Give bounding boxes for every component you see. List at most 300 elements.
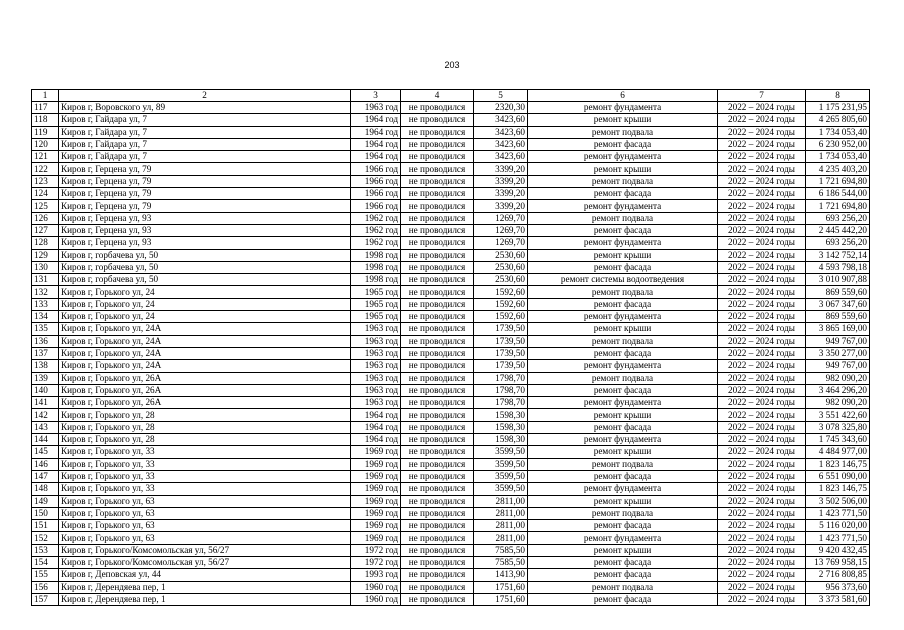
cell-row-number: 133 [32,298,59,310]
cell-repair-period: 2022 – 2024 годы [718,163,806,175]
cell-address: Киров г, Горького ул, 24А [59,347,351,359]
cell-address: Киров г, Горького ул, 24А [59,335,351,347]
cell-repair-type: ремонт крыши [528,163,718,175]
cell-repair-type: ремонт фасада [528,593,718,605]
cell-repair-period: 2022 – 2024 годы [718,421,806,433]
cell-last-repair: не проводился [401,458,474,470]
cell-area: 3599,50 [474,483,528,495]
cell-cost: 3 142 752,14 [806,249,870,261]
cell-cost: 3 010 907,88 [806,274,870,286]
cell-construction-year: 1966 год [351,200,401,212]
cell-construction-year: 1998 год [351,261,401,273]
cell-last-repair: не проводился [401,556,474,568]
table-row [32,126,870,138]
cell-cost: 3 464 296,20 [806,384,870,396]
cell-address: Киров г, Гайдара ул, 7 [59,114,351,126]
cell-construction-year: 1969 год [351,495,401,507]
table-row [32,335,870,347]
cell-area: 1751,60 [474,581,528,593]
cell-cost: 3 067 347,60 [806,298,870,310]
cell-cost: 13 769 958,15 [806,556,870,568]
cell-repair-type: ремонт крыши [528,544,718,556]
cell-row-number: 134 [32,311,59,323]
cell-last-repair: не проводился [401,544,474,556]
cell-repair-period: 2022 – 2024 годы [718,409,806,421]
cell-repair-period: 2022 – 2024 годы [718,446,806,458]
cell-cost: 2 716 808,85 [806,569,870,581]
cell-address: Киров г, Горького ул, 28 [59,421,351,433]
table-row [32,102,870,114]
cell-cost: 982 090,20 [806,397,870,409]
cell-row-number: 157 [32,593,59,605]
repair-schedule-table [31,89,870,606]
cell-row-number: 143 [32,421,59,433]
cell-area: 1739,50 [474,360,528,372]
cell-cost: 1 175 231,95 [806,102,870,114]
cell-area: 2811,00 [474,520,528,532]
table-row [32,138,870,150]
cell-cost: 949 767,00 [806,360,870,372]
cell-cost: 3 373 581,60 [806,593,870,605]
table-row [32,237,870,249]
cell-repair-type: ремонт подвала [528,126,718,138]
column-header: 5 [474,90,528,102]
cell-repair-period: 2022 – 2024 годы [718,593,806,605]
cell-area: 2811,00 [474,495,528,507]
cell-address: Киров г, Герцена ул, 93 [59,237,351,249]
cell-row-number: 120 [32,138,59,150]
cell-construction-year: 1962 год [351,237,401,249]
cell-cost: 4 484 977,00 [806,446,870,458]
cell-construction-year: 1964 год [351,126,401,138]
cell-last-repair: не проводился [401,188,474,200]
cell-area: 3399,20 [474,175,528,187]
cell-construction-year: 1963 год [351,372,401,384]
cell-construction-year: 1993 год [351,569,401,581]
cell-construction-year: 1960 год [351,581,401,593]
table-row [32,151,870,163]
cell-last-repair: не проводился [401,507,474,519]
cell-construction-year: 1965 год [351,298,401,310]
cell-address: Киров г, Горького ул, 33 [59,446,351,458]
cell-last-repair: не проводился [401,323,474,335]
cell-repair-period: 2022 – 2024 годы [718,249,806,261]
cell-row-number: 131 [32,274,59,286]
cell-construction-year: 1966 год [351,163,401,175]
cell-repair-type: ремонт фасада [528,569,718,581]
cell-repair-type: ремонт фасада [528,188,718,200]
table-row [32,581,870,593]
table-row [32,347,870,359]
cell-cost: 1 721 694,80 [806,200,870,212]
cell-area: 1413,90 [474,569,528,581]
cell-last-repair: не проводился [401,224,474,236]
table-row [32,311,870,323]
table-row [32,323,870,335]
cell-area: 3599,50 [474,446,528,458]
cell-row-number: 146 [32,458,59,470]
cell-row-number: 125 [32,200,59,212]
cell-row-number: 144 [32,434,59,446]
cell-repair-period: 2022 – 2024 годы [718,335,806,347]
table-row [32,163,870,175]
table-row [32,212,870,224]
cell-area: 1798,70 [474,372,528,384]
cell-row-number: 142 [32,409,59,421]
cell-cost: 693 256,20 [806,212,870,224]
cell-address: Киров г, Горького ул, 24 [59,311,351,323]
table-row [32,458,870,470]
cell-cost: 4 265 805,60 [806,114,870,126]
table-row [32,249,870,261]
cell-repair-period: 2022 – 2024 годы [718,360,806,372]
cell-row-number: 124 [32,188,59,200]
cell-address: Киров г, горбачева ул, 50 [59,274,351,286]
cell-repair-period: 2022 – 2024 годы [718,495,806,507]
cell-construction-year: 1969 год [351,532,401,544]
table-row [32,556,870,568]
cell-repair-type: ремонт крыши [528,323,718,335]
table-row [32,360,870,372]
table-row [32,434,870,446]
cell-repair-type: ремонт фасада [528,347,718,359]
cell-last-repair: не проводился [401,495,474,507]
cell-cost: 949 767,00 [806,335,870,347]
cell-construction-year: 1964 год [351,434,401,446]
cell-address: Киров г, Горького ул, 24А [59,360,351,372]
cell-row-number: 154 [32,556,59,568]
table-row [32,286,870,298]
cell-repair-type: ремонт крыши [528,114,718,126]
table-row [32,397,870,409]
cell-cost: 5 116 020,00 [806,520,870,532]
cell-area: 2530,60 [474,249,528,261]
cell-cost: 1 734 053,40 [806,151,870,163]
table-row [32,200,870,212]
cell-area: 7585,50 [474,556,528,568]
cell-cost: 1 745 343,60 [806,434,870,446]
cell-row-number: 140 [32,384,59,396]
cell-cost: 956 373,60 [806,581,870,593]
cell-area: 3423,60 [474,126,528,138]
cell-area: 1739,50 [474,335,528,347]
cell-cost: 3 502 506,00 [806,495,870,507]
cell-row-number: 118 [32,114,59,126]
cell-last-repair: не проводился [401,200,474,212]
cell-last-repair: не проводился [401,360,474,372]
cell-repair-period: 2022 – 2024 годы [718,397,806,409]
cell-address: Киров г, Горького ул, 63 [59,532,351,544]
table-row [32,384,870,396]
cell-construction-year: 1962 год [351,224,401,236]
cell-construction-year: 1964 год [351,409,401,421]
cell-row-number: 153 [32,544,59,556]
cell-last-repair: не проводился [401,593,474,605]
table-row [32,495,870,507]
cell-row-number: 130 [32,261,59,273]
table-row [32,507,870,519]
cell-address: Киров г, Деповская ул, 44 [59,569,351,581]
cell-area: 1269,70 [474,237,528,249]
cell-construction-year: 1972 год [351,544,401,556]
cell-cost: 3 078 325,80 [806,421,870,433]
cell-address: Киров г, Горького ул, 28 [59,434,351,446]
cell-construction-year: 1963 год [351,335,401,347]
cell-row-number: 150 [32,507,59,519]
cell-construction-year: 1964 год [351,138,401,150]
cell-address: Киров г, Горького ул, 63 [59,507,351,519]
cell-area: 1598,30 [474,434,528,446]
cell-address: Киров г, Горького ул, 28 [59,409,351,421]
cell-repair-type: ремонт фасада [528,556,718,568]
cell-address: Киров г, Горького ул, 24 [59,286,351,298]
cell-address: Киров г, горбачева ул, 50 [59,261,351,273]
cell-address: Киров г, Герцена ул, 79 [59,163,351,175]
cell-last-repair: не проводился [401,569,474,581]
table-row [32,261,870,273]
cell-last-repair: не проводился [401,261,474,273]
cell-construction-year: 1966 год [351,188,401,200]
cell-repair-type: ремонт крыши [528,409,718,421]
cell-address: Киров г, Воровского ул, 89 [59,102,351,114]
cell-row-number: 126 [32,212,59,224]
cell-repair-period: 2022 – 2024 годы [718,212,806,224]
cell-address: Киров г, Горького ул, 33 [59,483,351,495]
cell-cost: 1 734 053,40 [806,126,870,138]
cell-last-repair: не проводился [401,470,474,482]
cell-construction-year: 1998 год [351,249,401,261]
cell-row-number: 119 [32,126,59,138]
cell-address: Киров г, Дерендяева пер, 1 [59,593,351,605]
cell-repair-type: ремонт подвала [528,581,718,593]
cell-construction-year: 1964 год [351,421,401,433]
table-row [32,520,870,532]
cell-row-number: 147 [32,470,59,482]
cell-cost: 6 230 952,00 [806,138,870,150]
table-row [32,446,870,458]
cell-repair-period: 2022 – 2024 годы [718,138,806,150]
cell-construction-year: 1969 год [351,458,401,470]
cell-area: 2320,30 [474,102,528,114]
cell-area: 1739,50 [474,323,528,335]
cell-repair-period: 2022 – 2024 годы [718,520,806,532]
cell-construction-year: 1966 год [351,175,401,187]
cell-last-repair: не проводился [401,335,474,347]
cell-repair-type: ремонт фундамента [528,434,718,446]
cell-row-number: 121 [32,151,59,163]
cell-repair-type: ремонт фасада [528,138,718,150]
cell-last-repair: не проводился [401,483,474,495]
cell-area: 1592,60 [474,286,528,298]
cell-cost: 3 551 422,60 [806,409,870,421]
cell-row-number: 138 [32,360,59,372]
cell-repair-type: ремонт фундамента [528,237,718,249]
cell-row-number: 155 [32,569,59,581]
cell-area: 3423,60 [474,114,528,126]
cell-area: 3399,20 [474,200,528,212]
cell-construction-year: 1964 год [351,151,401,163]
cell-repair-period: 2022 – 2024 годы [718,311,806,323]
cell-construction-year: 1964 год [351,114,401,126]
cell-cost: 6 551 090,00 [806,470,870,482]
cell-area: 2811,00 [474,507,528,519]
cell-last-repair: не проводился [401,421,474,433]
cell-cost: 6 186 544,00 [806,188,870,200]
table-row [32,544,870,556]
cell-row-number: 156 [32,581,59,593]
cell-repair-period: 2022 – 2024 годы [718,188,806,200]
cell-repair-type: ремонт крыши [528,495,718,507]
cell-construction-year: 1963 год [351,397,401,409]
cell-address: Киров г, Дерендяева пер, 1 [59,581,351,593]
cell-area: 2530,60 [474,274,528,286]
cell-last-repair: не проводился [401,446,474,458]
cell-last-repair: не проводился [401,163,474,175]
cell-row-number: 136 [32,335,59,347]
cell-last-repair: не проводился [401,520,474,532]
cell-last-repair: не проводился [401,114,474,126]
cell-repair-period: 2022 – 2024 годы [718,470,806,482]
cell-repair-period: 2022 – 2024 годы [718,581,806,593]
cell-last-repair: не проводился [401,372,474,384]
cell-area: 1798,70 [474,384,528,396]
cell-repair-period: 2022 – 2024 годы [718,544,806,556]
cell-area: 1798,70 [474,397,528,409]
cell-address: Киров г, горбачева ул, 50 [59,249,351,261]
cell-repair-period: 2022 – 2024 годы [718,175,806,187]
cell-row-number: 141 [32,397,59,409]
cell-repair-type: ремонт фундамента [528,102,718,114]
cell-repair-period: 2022 – 2024 годы [718,507,806,519]
cell-cost: 869 559,60 [806,311,870,323]
cell-repair-type: ремонт фундамента [528,532,718,544]
cell-row-number: 145 [32,446,59,458]
table-row [32,188,870,200]
cell-area: 3599,50 [474,458,528,470]
cell-cost: 693 256,20 [806,237,870,249]
cell-cost: 869 559,60 [806,286,870,298]
cell-repair-type: ремонт фасада [528,520,718,532]
cell-repair-period: 2022 – 2024 годы [718,434,806,446]
cell-construction-year: 1969 год [351,446,401,458]
cell-repair-period: 2022 – 2024 годы [718,151,806,163]
cell-address: Киров г, Горького ул, 24 [59,298,351,310]
column-header: 8 [806,90,870,102]
table-header-row [32,90,870,102]
cell-last-repair: не проводился [401,397,474,409]
cell-cost: 4 235 403,20 [806,163,870,175]
cell-last-repair: не проводился [401,409,474,421]
table-body [32,102,870,606]
cell-row-number: 151 [32,520,59,532]
cell-area: 1269,70 [474,212,528,224]
cell-area: 1598,30 [474,421,528,433]
cell-repair-period: 2022 – 2024 годы [718,384,806,396]
table-row [32,114,870,126]
cell-repair-type: ремонт фасада [528,470,718,482]
cell-last-repair: не проводился [401,102,474,114]
table-row [32,483,870,495]
cell-cost: 1 823 146,75 [806,483,870,495]
cell-repair-type: ремонт фасада [528,298,718,310]
cell-last-repair: не проводился [401,249,474,261]
cell-repair-type: ремонт подвала [528,458,718,470]
cell-row-number: 135 [32,323,59,335]
cell-area: 1751,60 [474,593,528,605]
cell-area: 1598,30 [474,409,528,421]
cell-construction-year: 1963 год [351,102,401,114]
column-header: 1 [32,90,59,102]
cell-repair-type: ремонт системы водоотведения [528,274,718,286]
cell-last-repair: не проводился [401,138,474,150]
cell-row-number: 148 [32,483,59,495]
table-row [32,569,870,581]
table-row [32,421,870,433]
cell-construction-year: 1963 год [351,384,401,396]
cell-repair-type: ремонт подвала [528,175,718,187]
cell-repair-period: 2022 – 2024 годы [718,569,806,581]
cell-row-number: 122 [32,163,59,175]
cell-area: 1269,70 [474,224,528,236]
cell-construction-year: 1963 год [351,323,401,335]
cell-cost: 3 350 277,00 [806,347,870,359]
cell-cost: 1 823 146,75 [806,458,870,470]
cell-repair-type: ремонт фундамента [528,151,718,163]
cell-repair-period: 2022 – 2024 годы [718,323,806,335]
cell-row-number: 117 [32,102,59,114]
cell-repair-type: ремонт фасада [528,421,718,433]
cell-area: 1592,60 [474,311,528,323]
cell-last-repair: не проводился [401,298,474,310]
cell-cost: 1 721 694,80 [806,175,870,187]
cell-cost: 1 423 771,50 [806,507,870,519]
table-row [32,298,870,310]
cell-construction-year: 1960 год [351,593,401,605]
cell-address: Киров г, Гайдара ул, 7 [59,151,351,163]
cell-repair-period: 2022 – 2024 годы [718,274,806,286]
cell-repair-period: 2022 – 2024 годы [718,286,806,298]
cell-area: 1592,60 [474,298,528,310]
cell-address: Киров г, Герцена ул, 93 [59,224,351,236]
table-row [32,409,870,421]
cell-address: Киров г, Горького ул, 26А [59,397,351,409]
cell-row-number: 137 [32,347,59,359]
cell-address: Киров г, Горького ул, 24А [59,323,351,335]
cell-construction-year: 1963 год [351,360,401,372]
cell-repair-type: ремонт фундамента [528,397,718,409]
cell-construction-year: 1965 год [351,286,401,298]
cell-last-repair: не проводился [401,237,474,249]
cell-construction-year: 1969 год [351,470,401,482]
cell-area: 1739,50 [474,347,528,359]
cell-repair-period: 2022 – 2024 годы [718,261,806,273]
table-row [32,532,870,544]
cell-construction-year: 1969 год [351,507,401,519]
table-row [32,224,870,236]
cell-repair-period: 2022 – 2024 годы [718,126,806,138]
cell-repair-period: 2022 – 2024 годы [718,532,806,544]
table-row [32,372,870,384]
cell-construction-year: 1962 год [351,212,401,224]
cell-row-number: 128 [32,237,59,249]
cell-area: 3423,60 [474,151,528,163]
cell-repair-type: ремонт подвала [528,372,718,384]
cell-repair-period: 2022 – 2024 годы [718,200,806,212]
cell-repair-period: 2022 – 2024 годы [718,372,806,384]
cell-cost: 4 593 798,18 [806,261,870,273]
cell-last-repair: не проводился [401,384,474,396]
cell-repair-period: 2022 – 2024 годы [718,483,806,495]
